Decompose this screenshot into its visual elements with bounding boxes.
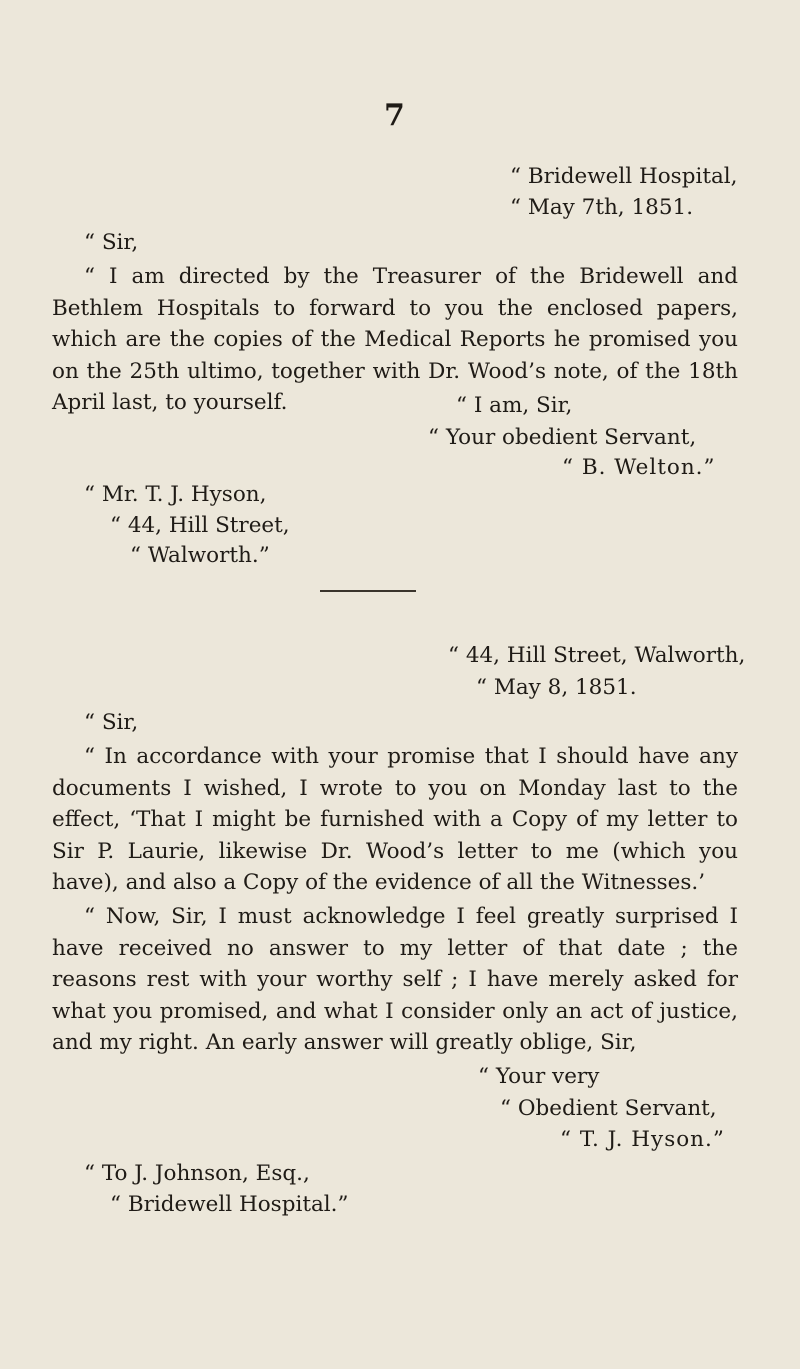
letter2-salutation: “ Sir,	[84, 710, 139, 735]
letter2-recipient-line-2: “ Bridewell Hospital.”	[110, 1192, 349, 1217]
letter2-address-line-1: “ 44, Hill Street, Walworth,	[448, 643, 746, 668]
separator-rule	[320, 590, 416, 592]
letter1-closing-line-1: “ I am, Sir,	[456, 393, 573, 418]
letter1-recipient-line-1: “ Mr. T. J. Hyson,	[84, 482, 267, 507]
letter1-closing-line-2: “ Your obedient Servant,	[428, 425, 697, 450]
letter1-salutation: “ Sir,	[84, 230, 139, 255]
letter2-address-line-2: “ May 8, 1851.	[476, 675, 637, 700]
letter2-signature: “ T. J. Hyson.”	[560, 1127, 725, 1152]
letter2-closing-line-1: “ Your very	[478, 1064, 600, 1089]
letter2-closing-line-2: “ Obedient Servant,	[500, 1096, 717, 1121]
letter1-signature: “ B. Welton.”	[562, 455, 716, 480]
letter2-body-paragraph-1: “ In accordance with your promise that I should have any documents I wished, I wrote to you on Monday last to the effect, ‘That I might be furnished with a Copy of my letter to Sir P. Laurie, likewise Dr. Wood’s letter to me (which you have), and also a Copy of the evidence of all the Witnesses.’	[52, 744, 738, 896]
letter1-body: “ I am directed by the Treasurer of the Bridewell and Bethlem Hospitals to forward to you the enclosed papers, which are the copies of the Medical Reports he promised you on the 25th ultimo, together with Dr. Wood’s note, of the 18th April last, to yourself.	[52, 264, 738, 416]
letter1-recipient-line-2: “ 44, Hill Street,	[110, 513, 290, 538]
letter1-address-line-2: “ May 7th, 1851.	[510, 195, 694, 220]
letter1-address-line-1: “ Bridewell Hospital,	[510, 164, 738, 189]
page-number: 7	[384, 98, 405, 133]
letter2-recipient-line-1: “ To J. Johnson, Esq.,	[84, 1161, 310, 1186]
letter2-body-paragraph-2: “ Now, Sir, I must acknowledge I feel greatly surprised I have received no answer to my letter of that date ; the reasons rest with your worthy self ; I have merely asked for what you promised, and what I consider only an act of justice, and my right. An early answer will greatly oblige, Sir,	[52, 904, 738, 1056]
letter1-recipient-line-3: “ Walworth.”	[130, 543, 270, 568]
